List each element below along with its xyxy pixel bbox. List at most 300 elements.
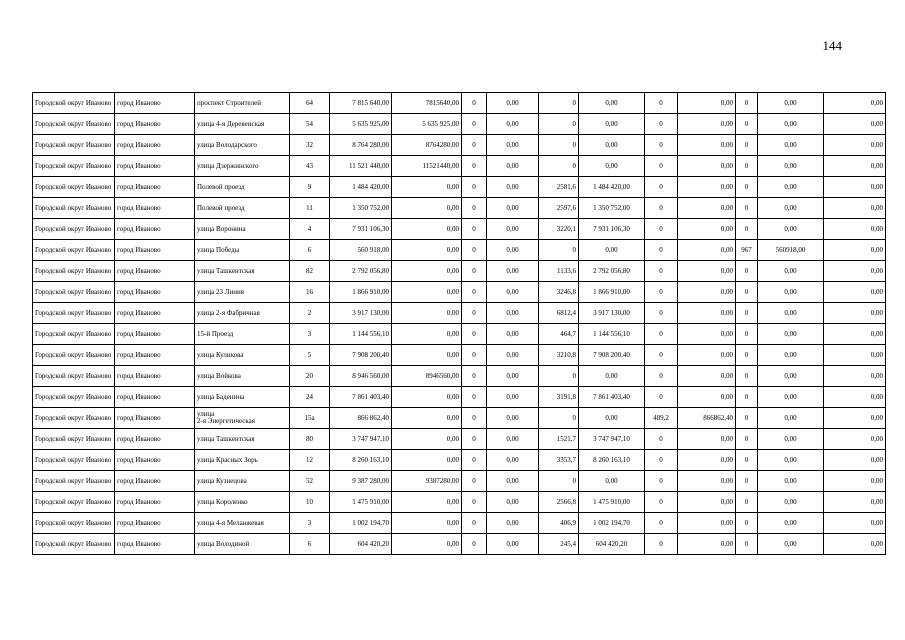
cell-street: улица Володарского: [195, 135, 290, 156]
cell-total-cost: 1 866 910,00: [330, 282, 392, 303]
table-row: [33, 534, 886, 555]
cell-street: улица Победы: [195, 240, 290, 261]
table-row: [33, 240, 886, 261]
cell-total-cost: 8 764 280,00: [330, 135, 392, 156]
cell-cost-col-4: 0,00: [678, 429, 736, 450]
cell-area-col-4: 0: [645, 240, 678, 261]
cell-count-col-2: 0: [462, 261, 487, 282]
cell-cost-col-2: 0,00: [487, 93, 539, 114]
cell-cost-col-3: 0,00: [579, 366, 645, 387]
cell-house-number: 80: [290, 429, 330, 450]
table-row: [33, 198, 886, 219]
cell-house-number: 9: [290, 177, 330, 198]
cell-area-col-3: 464,7: [539, 324, 579, 345]
cell-cost-col-3: 1 002 194,70: [579, 513, 645, 534]
cell-cost-col-2: 0,00: [487, 114, 539, 135]
cell-cost-col-2: 0,00: [487, 261, 539, 282]
cell-area-col-5: 0: [736, 219, 758, 240]
cell-cost-col-3: 1 484 420,00: [579, 177, 645, 198]
cell-street: улица Ташкентская: [195, 261, 290, 282]
cell-cost-col-2: 0,00: [487, 324, 539, 345]
cell-cost-col-4: 0,00: [678, 450, 736, 471]
cell-street: проспект Строителей: [195, 93, 290, 114]
cell-cost-col-2: 0,00: [487, 450, 539, 471]
cell-cost-col-1: 0,00: [392, 345, 462, 366]
cell-cost-col-6: 0,00: [824, 114, 886, 135]
cell-cost-col-1: 0,00: [392, 177, 462, 198]
cell-cost-col-5: 0,00: [758, 135, 824, 156]
cell-cost-col-1: 0,00: [392, 429, 462, 450]
cell-count-col-2: 0: [462, 135, 487, 156]
table-row: [33, 114, 886, 135]
cell-settlement: город Иваново: [115, 492, 195, 513]
cell-cost-col-6: 0,00: [824, 324, 886, 345]
cell-area-col-3: 1521,7: [539, 429, 579, 450]
cell-area-col-3: 3220,1: [539, 219, 579, 240]
cell-area-col-5: 0: [736, 282, 758, 303]
cell-cost-col-2: 0,00: [487, 135, 539, 156]
cell-total-cost: 3 917 130,00: [330, 303, 392, 324]
cell-total-cost: 1 484 420,00: [330, 177, 392, 198]
cell-cost-col-2: 0,00: [487, 240, 539, 261]
cell-area-col-4: 0: [645, 219, 678, 240]
cell-settlement: город Иваново: [115, 324, 195, 345]
cell-settlement: город Иваново: [115, 345, 195, 366]
cell-area-col-3: 0: [539, 114, 579, 135]
cell-municipality: Городской округ Иваново: [33, 492, 115, 513]
cell-count-col-2: 0: [462, 93, 487, 114]
cell-area-col-4: 0: [645, 93, 678, 114]
cell-cost-col-4: 0,00: [678, 513, 736, 534]
table-row: [33, 450, 886, 471]
cell-count-col-2: 0: [462, 450, 487, 471]
cell-house-number: 11: [290, 198, 330, 219]
cell-settlement: город Иваново: [115, 429, 195, 450]
cell-house-number: 20: [290, 366, 330, 387]
cell-street: улица 4-я Деревенская: [195, 114, 290, 135]
cell-cost-col-2: 0,00: [487, 408, 539, 429]
cell-cost-col-5: 0,00: [758, 114, 824, 135]
cell-house-number: 52: [290, 471, 330, 492]
cell-area-col-5: 0: [736, 198, 758, 219]
cell-count-col-2: 0: [462, 387, 487, 408]
cell-municipality: Городской округ Иваново: [33, 534, 115, 555]
cell-cost-col-4: 0,00: [678, 177, 736, 198]
cell-street: улица 2-я Энергетическая: [195, 408, 290, 429]
cell-cost-col-2: 0,00: [487, 387, 539, 408]
cell-settlement: город Иваново: [115, 534, 195, 555]
cell-cost-col-2: 0,00: [487, 303, 539, 324]
cell-settlement: город Иваново: [115, 93, 195, 114]
cell-street: улица Короленко: [195, 492, 290, 513]
cell-area-col-5: 0: [736, 366, 758, 387]
cell-total-cost: 604 420,20: [330, 534, 392, 555]
cell-area-col-4: 0: [645, 282, 678, 303]
cell-cost-col-5: 0,00: [758, 408, 824, 429]
cell-total-cost: 1 144 556,10: [330, 324, 392, 345]
cell-area-col-3: 3353,7: [539, 450, 579, 471]
cell-cost-col-5: 0,00: [758, 450, 824, 471]
table-row: [33, 93, 886, 114]
cell-cost-col-5: 0,00: [758, 93, 824, 114]
cell-cost-col-5: 0,00: [758, 324, 824, 345]
cell-street: улица 2-я Фабричная: [195, 303, 290, 324]
cell-area-col-4: 0: [645, 345, 678, 366]
cell-total-cost: 8 946 560,00: [330, 366, 392, 387]
cell-municipality: Городской округ Иваново: [33, 261, 115, 282]
cell-cost-col-2: 0,00: [487, 198, 539, 219]
cell-total-cost: 2 792 056,80: [330, 261, 392, 282]
cell-cost-col-6: 0,00: [824, 387, 886, 408]
cell-cost-col-1: 0,00: [392, 450, 462, 471]
cell-cost-col-3: 0,00: [579, 156, 645, 177]
cell-area-col-4: 0: [645, 513, 678, 534]
cell-cost-col-6: 0,00: [824, 135, 886, 156]
cell-count-col-2: 0: [462, 303, 487, 324]
cell-area-col-4: 0: [645, 366, 678, 387]
cell-cost-col-6: 0,00: [824, 93, 886, 114]
cell-area-col-5: 0: [736, 513, 758, 534]
cell-area-col-4: 0: [645, 198, 678, 219]
cell-cost-col-5: 0,00: [758, 345, 824, 366]
cell-total-cost: 1 475 910,00: [330, 492, 392, 513]
cell-cost-col-1: 0,00: [392, 261, 462, 282]
cell-settlement: город Иваново: [115, 366, 195, 387]
cell-area-col-5: 0: [736, 261, 758, 282]
cell-area-col-3: 3246,8: [539, 282, 579, 303]
cell-street: улица Красных Зорь: [195, 450, 290, 471]
cell-settlement: город Иваново: [115, 240, 195, 261]
table-row: [33, 345, 886, 366]
cell-count-col-2: 0: [462, 324, 487, 345]
cell-settlement: город Иваново: [115, 450, 195, 471]
cell-area-col-4: 0: [645, 492, 678, 513]
cell-municipality: Городской округ Иваново: [33, 135, 115, 156]
cell-cost-col-5: 0,00: [758, 156, 824, 177]
table-row: [33, 282, 886, 303]
cell-area-col-5: 0: [736, 135, 758, 156]
table-row: [33, 513, 886, 534]
cell-house-number: 10: [290, 492, 330, 513]
cell-area-col-5: 0: [736, 303, 758, 324]
cell-house-number: 32: [290, 135, 330, 156]
cell-count-col-2: 0: [462, 240, 487, 261]
cell-cost-col-6: 0,00: [824, 345, 886, 366]
cell-cost-col-3: 2 792 056,80: [579, 261, 645, 282]
cell-street: 15-й Проезд: [195, 324, 290, 345]
cell-area-col-4: 0: [645, 450, 678, 471]
cell-area-col-5: 0: [736, 408, 758, 429]
cell-total-cost: 1 002 194,70: [330, 513, 392, 534]
cell-count-col-2: 0: [462, 345, 487, 366]
cell-house-number: 4: [290, 219, 330, 240]
cell-count-col-2: 0: [462, 408, 487, 429]
table-row: [33, 324, 886, 345]
cell-cost-col-3: 7 931 106,30: [579, 219, 645, 240]
cell-cost-col-6: 0,00: [824, 492, 886, 513]
cell-street: улица Куликова: [195, 345, 290, 366]
cell-area-col-4: 0: [645, 471, 678, 492]
cell-cost-col-2: 0,00: [487, 471, 539, 492]
cell-cost-col-3: 8 260 163,10: [579, 450, 645, 471]
cell-area-col-3: 0: [539, 93, 579, 114]
cell-cost-col-4: 0,00: [678, 303, 736, 324]
table-row: [33, 219, 886, 240]
cell-cost-col-3: 1 866 910,00: [579, 282, 645, 303]
cell-cost-col-1: 0,00: [392, 282, 462, 303]
cell-cost-col-6: 0,00: [824, 303, 886, 324]
cell-cost-col-2: 0,00: [487, 219, 539, 240]
cell-municipality: Городской округ Иваново: [33, 408, 115, 429]
cell-total-cost: 7 908 200,40: [330, 345, 392, 366]
cell-cost-col-5: 0,00: [758, 534, 824, 555]
cell-area-col-5: 0: [736, 324, 758, 345]
cell-street: улица Дзержинского: [195, 156, 290, 177]
cell-cost-col-6: 0,00: [824, 177, 886, 198]
cell-house-number: 82: [290, 261, 330, 282]
cell-municipality: Городской округ Иваново: [33, 366, 115, 387]
cell-municipality: Городской округ Иваново: [33, 513, 115, 534]
cell-area-col-3: 2597,6: [539, 198, 579, 219]
cell-cost-col-3: 1 475 910,00: [579, 492, 645, 513]
cell-area-col-3: 0: [539, 156, 579, 177]
cell-cost-col-5: 0,00: [758, 513, 824, 534]
cell-municipality: Городской округ Иваново: [33, 198, 115, 219]
cell-cost-col-1: 0,00: [392, 240, 462, 261]
table-row: [33, 492, 886, 513]
cell-house-number: 6: [290, 240, 330, 261]
cell-house-number: 5: [290, 345, 330, 366]
cell-municipality: Городской округ Иваново: [33, 303, 115, 324]
cell-cost-col-4: 0,00: [678, 198, 736, 219]
cell-count-col-2: 0: [462, 114, 487, 135]
cell-municipality: Городской округ Иваново: [33, 282, 115, 303]
cell-cost-col-5: 0,00: [758, 177, 824, 198]
cell-count-col-2: 0: [462, 366, 487, 387]
cell-street: улица Володиной: [195, 534, 290, 555]
cell-cost-col-5: 0,00: [758, 387, 824, 408]
cell-area-col-3: 0: [539, 408, 579, 429]
register-table: [32, 92, 886, 555]
cell-area-col-4: 0: [645, 114, 678, 135]
cell-cost-col-1: 0,00: [392, 219, 462, 240]
cell-cost-col-5: 0,00: [758, 429, 824, 450]
cell-cost-col-6: 0,00: [824, 429, 886, 450]
cell-cost-col-3: 0,00: [579, 114, 645, 135]
cell-cost-col-3: 0,00: [579, 240, 645, 261]
cell-cost-col-5: 0,00: [758, 471, 824, 492]
cell-cost-col-6: 0,00: [824, 156, 886, 177]
cell-cost-col-5: 0,00: [758, 303, 824, 324]
cell-street: улица Кузнецова: [195, 471, 290, 492]
cell-area-col-3: 2566,8: [539, 492, 579, 513]
cell-cost-col-1: 0,00: [392, 324, 462, 345]
cell-settlement: город Иваново: [115, 513, 195, 534]
cell-cost-col-1: 11521440,00: [392, 156, 462, 177]
cell-municipality: Городской округ Иваново: [33, 156, 115, 177]
table-row: [33, 471, 886, 492]
cell-street: улица Баденина: [195, 387, 290, 408]
table-row: [33, 366, 886, 387]
cell-cost-col-2: 0,00: [487, 429, 539, 450]
cell-cost-col-5: 0,00: [758, 198, 824, 219]
cell-municipality: Городской округ Иваново: [33, 471, 115, 492]
cell-total-cost: 11 521 440,00: [330, 156, 392, 177]
cell-cost-col-2: 0,00: [487, 513, 539, 534]
cell-street: Полевой проезд: [195, 177, 290, 198]
cell-cost-col-6: 0,00: [824, 471, 886, 492]
cell-cost-col-4: 0,00: [678, 282, 736, 303]
cell-count-col-2: 0: [462, 219, 487, 240]
cell-municipality: Городской округ Иваново: [33, 324, 115, 345]
cell-cost-col-4: 0,00: [678, 345, 736, 366]
cell-count-col-2: 0: [462, 429, 487, 450]
cell-cost-col-6: 0,00: [824, 534, 886, 555]
cell-house-number: 12: [290, 450, 330, 471]
cell-area-col-5: 0: [736, 345, 758, 366]
cell-area-col-3: 1133,6: [539, 261, 579, 282]
table-row: [33, 303, 886, 324]
cell-house-number: 54: [290, 114, 330, 135]
cell-cost-col-5: 0,00: [758, 282, 824, 303]
cell-cost-col-5: 560918,00: [758, 240, 824, 261]
cell-cost-col-2: 0,00: [487, 492, 539, 513]
cell-street: Полевой проезд: [195, 198, 290, 219]
cell-cost-col-5: 0,00: [758, 261, 824, 282]
cell-total-cost: 560 918,00: [330, 240, 392, 261]
cell-total-cost: 7 815 640,00: [330, 93, 392, 114]
cell-area-col-3: 406,9: [539, 513, 579, 534]
cell-cost-col-5: 0,00: [758, 219, 824, 240]
cell-cost-col-4: 0,00: [678, 135, 736, 156]
cell-street: улица Войкова: [195, 366, 290, 387]
cell-area-col-5: 0: [736, 492, 758, 513]
cell-municipality: Городской округ Иваново: [33, 240, 115, 261]
cell-cost-col-6: 0,00: [824, 513, 886, 534]
cell-cost-col-1: 5 635 925,00: [392, 114, 462, 135]
cell-area-col-4: 0: [645, 387, 678, 408]
cell-house-number: 24: [290, 387, 330, 408]
cell-cost-col-3: 0,00: [579, 471, 645, 492]
cell-cost-col-1: 0,00: [392, 303, 462, 324]
cell-area-col-4: 0: [645, 156, 678, 177]
cell-cost-col-3: 0,00: [579, 135, 645, 156]
cell-cost-col-6: 0,00: [824, 261, 886, 282]
table-row: [33, 156, 886, 177]
cell-settlement: город Иваново: [115, 303, 195, 324]
cell-total-cost: 866 862,40: [330, 408, 392, 429]
cell-municipality: Городской округ Иваново: [33, 450, 115, 471]
cell-settlement: город Иваново: [115, 219, 195, 240]
cell-area-col-3: 0: [539, 471, 579, 492]
cell-cost-col-4: 0,00: [678, 492, 736, 513]
cell-settlement: город Иваново: [115, 387, 195, 408]
cell-cost-col-1: 9387280,00: [392, 471, 462, 492]
cell-count-col-2: 0: [462, 534, 487, 555]
cell-cost-col-3: 3 917 130,00: [579, 303, 645, 324]
cell-cost-col-3: 0,00: [579, 93, 645, 114]
cell-cost-col-2: 0,00: [487, 366, 539, 387]
cell-area-col-5: 0: [736, 450, 758, 471]
cell-house-number: 16: [290, 282, 330, 303]
cell-cost-col-3: 7 908 200,40: [579, 345, 645, 366]
cell-settlement: город Иваново: [115, 177, 195, 198]
cell-cost-col-2: 0,00: [487, 156, 539, 177]
cell-area-col-4: 489,2: [645, 408, 678, 429]
cell-settlement: город Иваново: [115, 156, 195, 177]
cell-municipality: Городской округ Иваново: [33, 114, 115, 135]
cell-total-cost: 5 635 925,00: [330, 114, 392, 135]
cell-area-col-3: 2581,6: [539, 177, 579, 198]
cell-cost-col-3: 7 861 403,40: [579, 387, 645, 408]
cell-cost-col-1: 7815640,00: [392, 93, 462, 114]
cell-municipality: Городской округ Иваново: [33, 219, 115, 240]
cell-street: улица 23 Линия: [195, 282, 290, 303]
cell-municipality: Городской округ Иваново: [33, 345, 115, 366]
cell-street: улица Воронина: [195, 219, 290, 240]
table-row: [33, 387, 886, 408]
cell-house-number: 64: [290, 93, 330, 114]
cell-count-col-2: 0: [462, 282, 487, 303]
cell-cost-col-2: 0,00: [487, 282, 539, 303]
cell-area-col-5: 0: [736, 387, 758, 408]
table-row: [33, 261, 886, 282]
cell-settlement: город Иваново: [115, 282, 195, 303]
cell-cost-col-5: 0,00: [758, 366, 824, 387]
cell-area-col-3: 3210,8: [539, 345, 579, 366]
cell-area-col-5: 0: [736, 534, 758, 555]
cell-total-cost: 7 861 403,40: [330, 387, 392, 408]
cell-count-col-2: 0: [462, 198, 487, 219]
cell-total-cost: 1 350 752,00: [330, 198, 392, 219]
cell-count-col-2: 0: [462, 513, 487, 534]
cell-area-col-3: 3191,8: [539, 387, 579, 408]
cell-cost-col-4: 0,00: [678, 261, 736, 282]
cell-cost-col-1: 0,00: [392, 492, 462, 513]
cell-cost-col-4: 0,00: [678, 366, 736, 387]
cell-cost-col-1: 0,00: [392, 534, 462, 555]
cell-settlement: город Иваново: [115, 135, 195, 156]
table-row: [33, 429, 886, 450]
cell-cost-col-1: 8946560,00: [392, 366, 462, 387]
cell-cost-col-6: 0,00: [824, 219, 886, 240]
cell-cost-col-3: 0,00: [579, 408, 645, 429]
cell-area-col-5: 0: [736, 93, 758, 114]
cell-street: улица Ташкентская: [195, 429, 290, 450]
cell-area-col-4: 0: [645, 429, 678, 450]
table-row: [33, 135, 886, 156]
cell-area-col-5: 0: [736, 156, 758, 177]
cell-area-col-5: 0: [736, 429, 758, 450]
cell-total-cost: 7 931 106,30: [330, 219, 392, 240]
cell-settlement: город Иваново: [115, 471, 195, 492]
cell-area-col-5: 967: [736, 240, 758, 261]
cell-house-number: 15а: [290, 408, 330, 429]
cell-municipality: Городской округ Иваново: [33, 177, 115, 198]
cell-total-cost: 9 387 280,00: [330, 471, 392, 492]
cell-cost-col-4: 0,00: [678, 387, 736, 408]
cell-municipality: Городской округ Иваново: [33, 93, 115, 114]
cell-house-number: 3: [290, 324, 330, 345]
cell-municipality: Городской округ Иваново: [33, 429, 115, 450]
cell-cost-col-4: 0,00: [678, 219, 736, 240]
cell-area-col-4: 0: [645, 177, 678, 198]
cell-cost-col-1: 0,00: [392, 198, 462, 219]
cell-area-col-4: 0: [645, 261, 678, 282]
cell-cost-col-5: 0,00: [758, 492, 824, 513]
cell-cost-col-3: 3 747 947,10: [579, 429, 645, 450]
cell-house-number: 6: [290, 534, 330, 555]
